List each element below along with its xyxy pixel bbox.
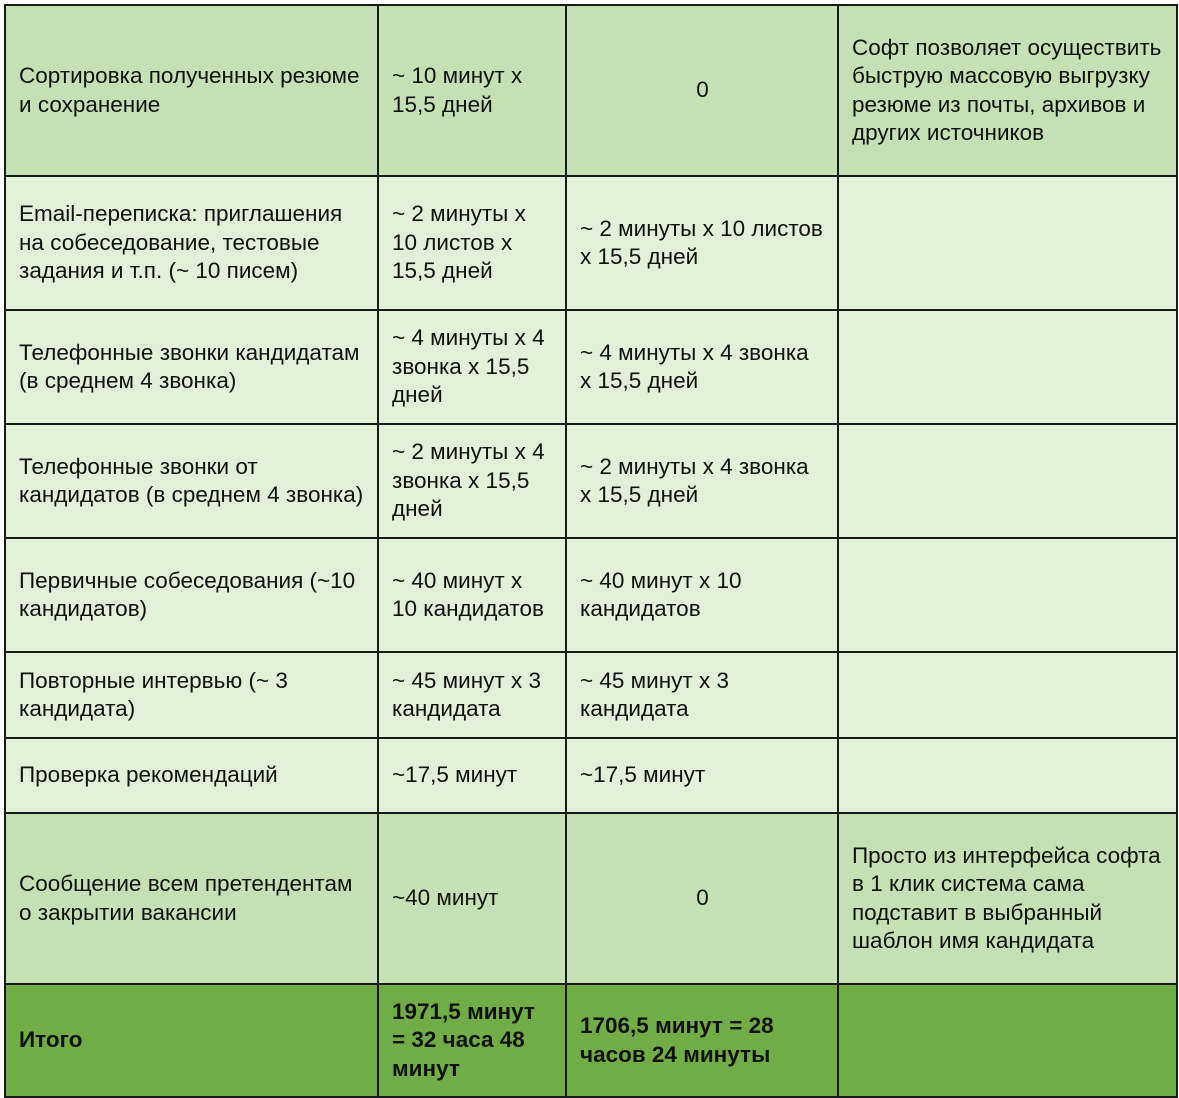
task-cell: Сообщение всем претендентам о закрытии вакансии <box>5 813 378 984</box>
time-after-cell: ~ 2 минуты х 4 звонка х 15,5 дней <box>566 424 838 538</box>
time-before-cell: ~ 2 минуты х 4 звонка х 15,5 дней <box>378 424 566 538</box>
time-before-cell: ~ 4 минуты х 4 звонка х 15,5 дней <box>378 310 566 424</box>
time-after-cell: ~ 2 минуты х 10 листов х 15,5 дней <box>566 176 838 310</box>
time-before-cell: ~ 2 минуты х 10 листов х 15,5 дней <box>378 176 566 310</box>
task-cell: Первичные собеседования (~10 кандидатов) <box>5 538 378 652</box>
comment-cell: Софт позволяет осуществить быструю массовую выгрузку резюме из почты, архивов и других источников <box>838 5 1177 176</box>
table-row <box>5 738 1177 813</box>
task-cell: Email-переписка: приглашения на собеседование, тестовые задания и т.п. (~ 10 писем) <box>5 176 378 310</box>
total-label: Итого <box>5 984 378 1097</box>
time-after-cell: 0 <box>566 5 838 176</box>
time-before-cell: ~ 45 минут х 3 кандидата <box>378 652 566 738</box>
time-after-cell: ~17,5 минут <box>566 738 838 813</box>
table-row <box>5 310 1177 424</box>
table-row <box>5 424 1177 538</box>
task-cell: Телефонные звонки от кандидатов (в среднем 4 звонка) <box>5 424 378 538</box>
task-cell: Сортировка полученных резюме и сохранение <box>5 5 378 176</box>
total-time-before: 1971,5 минут = 32 часа 48 минут <box>378 984 566 1097</box>
task-cell: Повторные интервью (~ 3 кандидата) <box>5 652 378 738</box>
time-after-cell: ~ 4 минуты х 4 звонка х 15,5 дней <box>566 310 838 424</box>
comment-cell <box>838 652 1177 738</box>
time-before-cell: ~ 10 минут х 15,5 дней <box>378 5 566 176</box>
table-row <box>5 538 1177 652</box>
table-row <box>5 5 1177 176</box>
comment-cell <box>838 538 1177 652</box>
comment-cell: Просто из интерфейса софта в 1 клик система сама подставит в выбранный шаблон имя кандидата <box>838 813 1177 984</box>
time-after-cell: 0 <box>566 813 838 984</box>
comment-cell <box>838 424 1177 538</box>
task-cell: Телефонные звонки кандидатам (в среднем 4 звонка) <box>5 310 378 424</box>
task-cell: Проверка рекомендаций <box>5 738 378 813</box>
table-row <box>5 652 1177 738</box>
time-before-cell: ~40 минут <box>378 813 566 984</box>
table-row <box>5 813 1177 984</box>
comment-cell <box>838 310 1177 424</box>
total-row <box>5 984 1177 1097</box>
total-time-after: 1706,5 минут = 28 часов 24 минуты <box>566 984 838 1097</box>
time-after-cell: ~ 45 минут х 3 кандидата <box>566 652 838 738</box>
time-after-cell: ~ 40 минут х 10 кандидатов <box>566 538 838 652</box>
total-comment <box>838 984 1177 1097</box>
table-row <box>5 176 1177 310</box>
time-comparison-table <box>4 4 1178 1098</box>
time-before-cell: ~17,5 минут <box>378 738 566 813</box>
time-before-cell: ~ 40 минут х 10 кандидатов <box>378 538 566 652</box>
comment-cell <box>838 738 1177 813</box>
comment-cell <box>838 176 1177 310</box>
